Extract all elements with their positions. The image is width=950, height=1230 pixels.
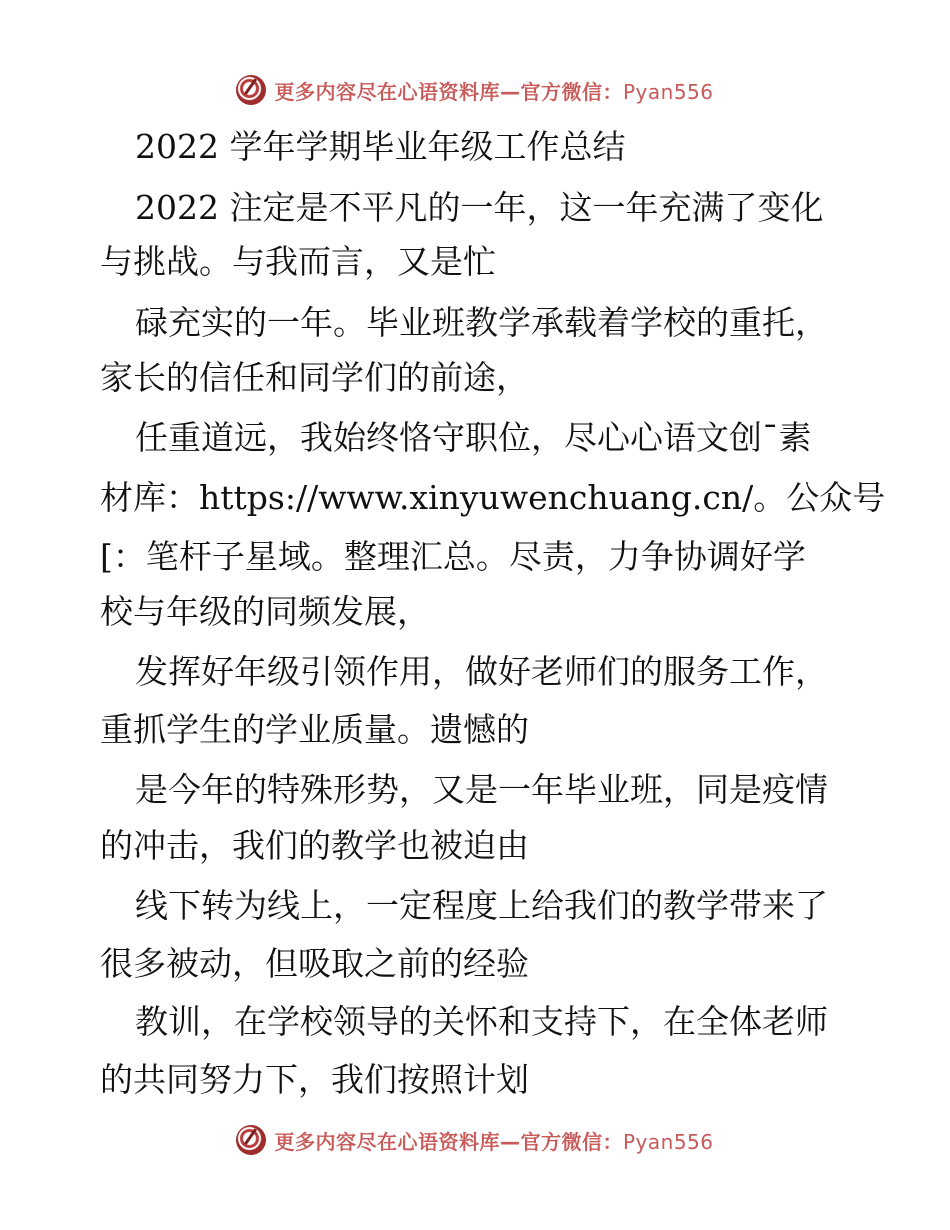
paragraph-line: 校与年级的同频发展， <box>100 592 430 631</box>
pen-logo-icon <box>236 1125 266 1155</box>
banner-text: 更多内容尽在心语资料库—官方微信：Pyan556 <box>274 1129 714 1154</box>
paragraph-line: 重抓学生的学业质量。遗憾的 <box>100 710 529 749</box>
paragraph-line: 与挑战。与我而言，又是忙 <box>100 242 496 281</box>
paragraph-line: 发挥好年级引领作用，做好老师们的服务工作， <box>135 652 828 691</box>
paragraph-line: 很多被动，但吸取之前的经验 <box>100 944 529 983</box>
document-title: 2022 学年学期毕业年级工作总结 <box>135 127 626 166</box>
paragraph-line: 线下转为线上，一定程度上给我们的教学带来了 <box>135 886 828 925</box>
paragraph-line: 2022 注定是不平凡的一年，这一年充满了变化 <box>135 188 824 227</box>
paragraph-line: 碌充实的一年。毕业班教学承载着学校的重托， <box>135 303 828 342</box>
paragraph-line: [：笔杆子星域。整理汇总。尽责，力争协调好学 <box>100 537 806 576</box>
header-watermark-banner <box>0 70 950 110</box>
banner-text: 更多内容尽在心语资料库—官方微信：Pyan556 <box>274 79 714 104</box>
paragraph-line: 任重道远，我始终恪守职位，尽心心语文创¯素 <box>135 418 812 457</box>
pen-logo-icon <box>236 75 266 105</box>
paragraph-line: 材库：https://www.xinyuwenchuang.cn/。公众号 <box>100 478 886 517</box>
paragraph-line: 教训，在学校领导的关怀和支持下，在全体老师 <box>135 1002 828 1041</box>
paragraph-line: 的冲击，我们的教学也被迫由 <box>100 826 529 865</box>
paragraph-line: 是今年的特殊形势，又是一年毕业班，同是疫情 <box>135 770 828 809</box>
footer-watermark-banner <box>0 1120 950 1160</box>
paragraph-line: 的共同努力下，我们按照计划 <box>100 1060 529 1099</box>
paragraph-line: 家长的信任和同学们的前途， <box>100 358 529 397</box>
